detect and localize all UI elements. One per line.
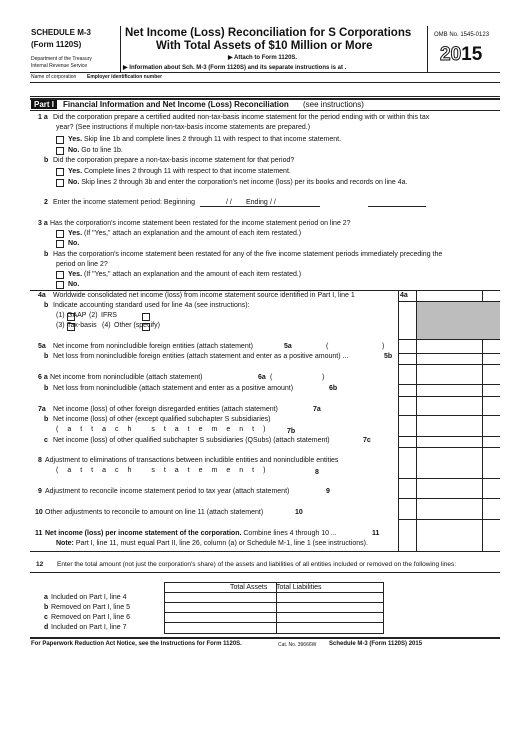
line-11-rest: Combine lines 4 through 10 ... [241, 530, 337, 537]
line-5b-box: 5b [384, 353, 393, 360]
line-1b-no-label [68, 179, 407, 186]
line-7a-box-rule [398, 415, 500, 416]
line-9-text: Adjustment to reconcile income statement period to tax year (attach statement) [45, 488, 290, 495]
line-2-end-date[interactable]: / / [270, 199, 276, 206]
line-5b-text: Net loss from nonincludible foreign entities (attach statement and enter as a positive amount) ... [53, 353, 349, 360]
gaap-label: GAAP [67, 312, 87, 319]
line-1a-yes-label [68, 136, 341, 143]
line-3b-yes-checkbox[interactable] [56, 271, 64, 279]
line-1b-no-checkbox[interactable] [56, 179, 64, 187]
line-11-num: 11 [35, 530, 43, 537]
part-title: Financial Information and Net Income (Loss) Reconciliation [63, 100, 289, 109]
line-7c-num: c [44, 437, 48, 444]
line-1b-text: Did the corporation prepare a non-tax-basis income statement for that period? [53, 157, 295, 164]
line-1b-yes-label [68, 168, 291, 175]
line-2-period-field[interactable] [200, 199, 320, 207]
line-4b-opt4-num: (4) [102, 322, 111, 329]
line-5a-box: 5a [284, 343, 292, 350]
tax-basis-label: Tax-basis [67, 322, 97, 329]
header-divider-left [120, 26, 121, 72]
line-11-note-text: Part I, line 11, must equal Part II, line 26, column (a) or Schedule M-1, line 1 (see instructions). [73, 540, 368, 547]
line-3b-num: b [44, 251, 49, 258]
line-10-box-rule [398, 519, 500, 520]
omb-number: OMB No. 1545-0123 [434, 32, 490, 38]
line-8-box: 8 [315, 469, 319, 476]
line-2-num: 2 [44, 199, 48, 206]
line-4a-box-rule [398, 301, 500, 302]
line-5b-box-rule [398, 364, 500, 365]
line-7c-box: 7c [363, 437, 371, 444]
row-a-label: Included on Part I, line 4 [51, 594, 127, 601]
line-5a-text: Net income from nonincludible foreign entities (attach statement) [53, 343, 253, 350]
line-1b-yes-bold: Yes. [68, 168, 83, 175]
line-5a-open-paren: ( [326, 343, 329, 350]
line-11-rule [30, 551, 500, 552]
line-12-text: Enter the total amount (not just the corporation's share) of the assets and liabilities of all entities included or removed on the following lines: [57, 561, 457, 568]
dept-label: Department of the Treasury [31, 56, 92, 62]
line-4b-opt1-num: (1) [56, 312, 65, 319]
line-8-box-rule [398, 478, 500, 479]
line-3a-yes-checkbox[interactable] [56, 230, 64, 238]
line-1a-yes-bold: Yes. [68, 136, 83, 143]
line-7b-text2: (attach statement) [56, 426, 275, 433]
line-7a-text: Net income (loss) of other foreign disregarded entities (attach statement) [53, 406, 278, 413]
line-6b-text: Net loss from nonincludible (attach statement and enter as a positive amount) [53, 385, 294, 392]
row-b-letter: b [44, 604, 49, 611]
line-3b-text2: period on line 2? [56, 261, 108, 268]
line-4a-num: 4a [38, 292, 46, 299]
line-1b-yes-text: Complete lines 2 through 11 with respect to that income statement. [82, 168, 291, 175]
line-4b-shade [417, 301, 500, 339]
line-2-begin-date[interactable]: / / [226, 199, 232, 206]
line-11-note [56, 540, 368, 547]
line-4b-opt2-num: (2) [89, 312, 98, 319]
name-rule-2 [30, 96, 500, 97]
line-7c-text: Net income (loss) of other qualified subchapter S subsidiaries (QSubs) (attach statement) [53, 437, 330, 444]
line-4a-text: Worldwide consolidated net income (loss) from income statement source identified in Part I, line 1 [53, 292, 355, 299]
line-6b-amount[interactable] [418, 386, 481, 394]
line-1a-yes-checkbox[interactable] [56, 136, 64, 144]
schedule-label: SCHEDULE M-3 [31, 28, 92, 37]
form-label: (Form 1120S) [31, 40, 82, 49]
assets-table [164, 582, 384, 634]
line-1a-no-label [68, 147, 123, 154]
line-1b-no-text: Skip lines 2 through 3b and enter the corporation's net income (loss) per its books and records on line 4a. [79, 179, 408, 186]
irs-label: Internal Revenue Service [31, 63, 88, 69]
footer-notice: For Paperwork Reduction Act Notice, see the Instructions for Form 1120S. [31, 641, 242, 647]
line-6b-num: b [44, 385, 49, 392]
ifrs-checkbox[interactable] [142, 313, 150, 321]
line-6b-box-rule [398, 396, 500, 397]
line-5b-amount[interactable] [418, 354, 481, 362]
line-8-text: Adjustment to eliminations of transactions between includible entities and nonincludible entities [45, 457, 339, 464]
line-5a-close-paren: ) [382, 343, 385, 350]
footer-form-id: Schedule M-3 (Form 1120S) 2015 [329, 641, 423, 647]
line-1a-text2: year? (See instructions if multiple non-tax-basis income statements are prepared.) [56, 124, 311, 131]
year-prefix: 20 [440, 44, 462, 65]
line-7a-num: 7a [38, 406, 46, 413]
line-8-num: 8 [38, 457, 42, 464]
footer-rule [30, 637, 500, 639]
part-tag: Part I [31, 100, 57, 109]
assets-table-row-rule-2 [164, 612, 384, 613]
line-5a-amount[interactable] [330, 343, 380, 351]
line-9-num: 9 [38, 488, 42, 495]
line-3a-no-label: No. [68, 240, 80, 247]
line-7b-box: 7b [287, 428, 296, 435]
line-1a-num: 1 a [38, 114, 48, 121]
line-4b-text: Indicate accounting standard used for line 4a (see instructions): [53, 302, 250, 309]
line-1b-num: b [44, 157, 49, 164]
line-3b-text: Has the corporation's income statement been restated for any of the five income statement periods immediately preceding the [53, 251, 443, 258]
line-9-box-rule [398, 498, 500, 499]
line-3b-yes-bold: Yes. [68, 271, 83, 278]
line-12-rule [30, 572, 500, 573]
line-6a-amount[interactable] [275, 374, 320, 382]
line-1a-no-checkbox[interactable] [56, 147, 64, 155]
year-suffix: 15 [461, 44, 483, 65]
line-7b-box-rule [398, 436, 500, 437]
line-3a-text: Has the corporation's income statement been restated for the income statement period on line 2? [50, 220, 351, 227]
line-11-note-bold: Note: [56, 540, 74, 547]
part-subtitle: (see instructions) [303, 100, 364, 109]
header-divider-right [427, 26, 428, 72]
line-4a-box: 4a [400, 292, 408, 299]
name-label: Name of corporation [31, 74, 77, 80]
col-total-assets: Total Assets [230, 584, 268, 591]
line-1a-no-text: Go to line 1b. [79, 147, 123, 154]
line-6a-text: Net income from nonincludible (attach statement) [50, 374, 203, 381]
line-7c-box-rule [398, 447, 500, 448]
info-note: ▶ Information about Sch. M-3 (Form 1120S) and its separate instructions is at . [123, 65, 347, 71]
line-7b-num: b [44, 416, 49, 423]
line-2-end-label: Ending [246, 199, 268, 206]
other-label: Other (specify) [114, 322, 160, 329]
line-4b-num: b [44, 302, 49, 309]
line-3a-num: 3 a [38, 220, 48, 227]
row-b-label: Removed on Part I, line 5 [51, 604, 130, 611]
line-1a-yes-text: Skip line 1b and complete lines 2 through 11 with respect to that income statement. [82, 136, 342, 143]
line-4b-opt3-num: (3) [56, 322, 65, 329]
ifrs-label: IFRS [101, 312, 117, 319]
line-3a-yes-label [68, 230, 301, 237]
row-c-letter: c [44, 614, 48, 621]
box-label-divider [398, 290, 399, 551]
line-3b-no-checkbox[interactable] [56, 281, 64, 289]
footer-cat-no: Cat. No. 39666W [278, 642, 317, 648]
line-4a-amount[interactable] [418, 292, 481, 300]
line-12-num: 12 [36, 561, 44, 568]
line-4a-rule [30, 290, 500, 291]
line-1a-no-bold: No. [68, 147, 80, 154]
assets-table-row-rule-0 [164, 592, 384, 593]
line-1a-text: Did the corporation prepare a certified audited non-tax-basis income statement for the period ending with or within this tax [53, 114, 430, 121]
line-10-num: 10 [35, 509, 43, 516]
row-d-label: Included on Part I, line 7 [51, 624, 127, 631]
assets-table-row-rule-3 [164, 622, 384, 623]
line-6a-open-paren: ( [270, 374, 273, 381]
ein-label: Employer identification number [87, 74, 163, 80]
line-9-box: 9 [326, 488, 330, 495]
page-subtitle: With Total Assets of $10 Million or More [156, 40, 373, 52]
line-6b-box: 6b [329, 385, 338, 392]
line-8-text2: (attach statement) [56, 467, 275, 474]
line-1b-no-bold: No. [68, 179, 80, 186]
line-4b-box-rule [398, 339, 500, 340]
line-2-extra-field[interactable] [368, 199, 426, 207]
line-6a-num: 6 a [38, 374, 48, 381]
line-7a-box: 7a [313, 406, 321, 413]
line-3a-yes-text: (If "Yes," attach an explanation and the amount of each item restated.) [82, 230, 302, 237]
line-3b-yes-text: (If "Yes," attach an explanation and the amount of each item restated.) [82, 271, 302, 278]
line-6a-box-rule [398, 384, 500, 385]
attach-note: ▶ Attach to Form 1120S. [228, 55, 298, 61]
line-3b-yes-label [68, 271, 301, 278]
line-5b-num: b [44, 353, 49, 360]
part-rule-bottom [30, 110, 500, 111]
line-6a-close-paren: ) [322, 374, 325, 381]
row-a-letter: a [44, 594, 48, 601]
line-3a-no-checkbox[interactable] [56, 240, 64, 248]
line-11-bold: Net income (loss) per income statement of the corporation. [45, 530, 242, 537]
line-3b-no-label: No. [68, 281, 80, 288]
tax-year [440, 44, 482, 66]
row-d-letter: d [44, 624, 49, 631]
header-rule [30, 72, 500, 73]
name-rule [30, 82, 500, 83]
line-11-box: 11 [372, 530, 380, 537]
line-10-text: Other adjustments to reconcile to amount on line 11 (attach statement) [45, 509, 264, 516]
line-3a-yes-bold: Yes. [68, 230, 83, 237]
line-6a-box: 6a [258, 374, 266, 381]
line-11-text [45, 530, 337, 537]
row-c-label: Removed on Part I, line 6 [51, 614, 130, 621]
line-7b-text: Net income (loss) of other (except qualified subchapter S subsidiaries) [53, 416, 271, 423]
assets-table-row-rule-1 [164, 602, 384, 603]
line-2-text: Enter the income statement period: Beginning [53, 199, 196, 206]
line-1b-yes-checkbox[interactable] [56, 168, 64, 176]
col-total-liabilities: Total Liabilities [276, 584, 322, 591]
page-title: Net Income (Loss) Reconciliation for S Corporations [125, 27, 412, 39]
line-10-box: 10 [295, 509, 303, 516]
line-5a-num: 5a [38, 343, 46, 350]
